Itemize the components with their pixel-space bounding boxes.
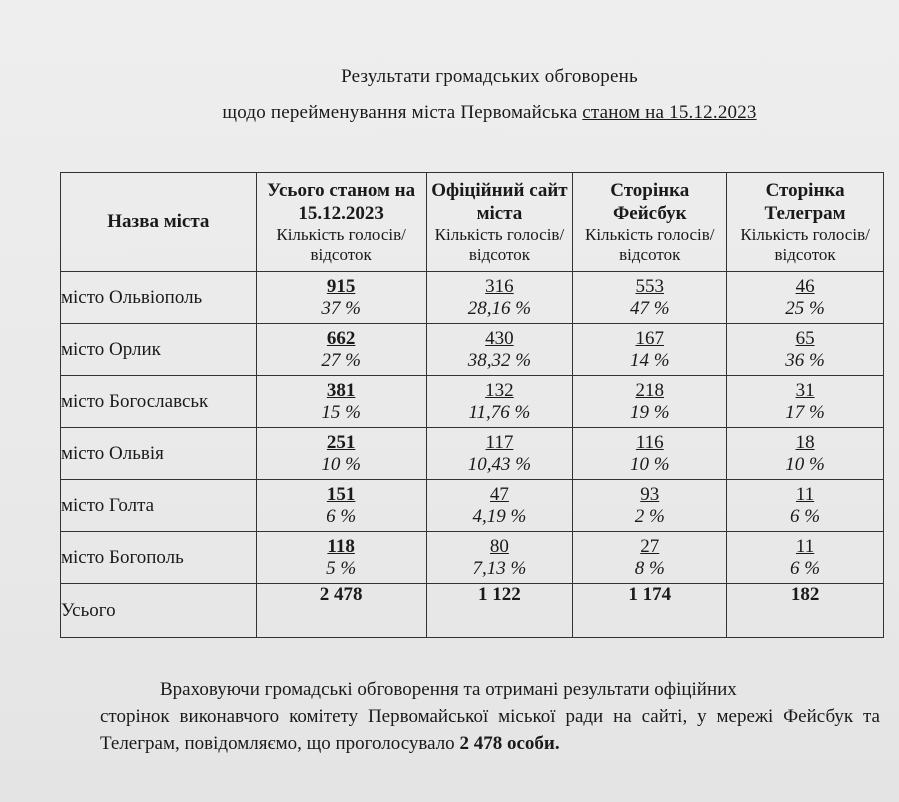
vote-cell <box>426 480 573 532</box>
vote-count: 218 <box>635 379 664 401</box>
vote-count: 662 <box>326 327 356 349</box>
vote-count: 65 <box>795 327 815 349</box>
vote-count: 430 <box>485 327 514 349</box>
paragraph-total: 2 478 особи. <box>459 733 560 754</box>
city-name: місто Богополь <box>61 532 257 584</box>
vote-cell <box>573 532 727 584</box>
vote-percent: 7,13 % <box>472 557 527 579</box>
vote-cell <box>426 532 573 584</box>
document-subtitle <box>40 102 899 124</box>
city-name: місто Богославськ <box>61 376 257 428</box>
vote-percent: 10 % <box>629 453 670 475</box>
vote-percent: 4,19 % <box>472 505 527 527</box>
vote-percent: 10,43 % <box>467 453 532 475</box>
vote-cell <box>727 376 884 428</box>
paragraph-line1: Враховуючи громадські обговорення та отримані результати офіційних <box>160 679 737 700</box>
vote-count: 167 <box>635 327 664 349</box>
header-telegram: Сторінка Телеграм Кількість голосів/відсоток <box>727 173 884 272</box>
vote-percent: 14 % <box>629 349 670 371</box>
vote-cell <box>573 480 727 532</box>
vote-cell <box>727 428 884 480</box>
document-title: Результати громадських обговорень <box>341 66 638 87</box>
vote-count: 915 <box>326 275 356 297</box>
city-name: місто Ольвіополь <box>61 272 257 324</box>
vote-count: 47 <box>489 483 509 505</box>
vote-percent: 2 % <box>634 505 665 527</box>
vote-cell <box>573 272 727 324</box>
vote-cell <box>256 532 426 584</box>
vote-percent: 10 % <box>785 453 825 475</box>
vote-percent: 5 % <box>326 557 357 579</box>
header-total: Усього станом на 15.12.2023 Кількість голосів/відсоток <box>256 173 426 272</box>
vote-percent: 6 % <box>326 505 357 527</box>
vote-cell <box>426 428 573 480</box>
vote-cell <box>426 272 573 324</box>
vote-count: 116 <box>635 431 664 453</box>
vote-percent: 19 % <box>629 401 670 423</box>
vote-count: 31 <box>795 379 815 401</box>
table-row <box>61 376 884 428</box>
vote-cell <box>256 324 426 376</box>
vote-percent: 15 % <box>321 401 361 423</box>
vote-cell <box>727 324 884 376</box>
total-all: 2 478 <box>256 584 426 638</box>
header-site: Офіційний сайт міста Кількість голосів/відсоток <box>426 173 573 272</box>
vote-percent: 6 % <box>790 505 821 527</box>
total-label: Усього <box>61 584 257 638</box>
vote-percent: 37 % <box>321 297 361 319</box>
subtitle-text: щодо перейменування міста Первомайська <box>222 102 583 123</box>
vote-count: 118 <box>327 535 355 557</box>
table-row <box>61 532 884 584</box>
vote-cell <box>256 480 426 532</box>
header-city: Назва міста <box>61 173 257 272</box>
vote-percent: 36 % <box>785 349 825 371</box>
vote-percent: 25 % <box>785 297 825 319</box>
vote-cell <box>256 376 426 428</box>
total-telegram: 182 <box>727 584 884 638</box>
conclusion-paragraph <box>100 676 880 757</box>
subtitle-date: станом на 15.12.2023 <box>582 102 757 123</box>
vote-percent: 10 % <box>321 453 361 475</box>
vote-count: 117 <box>485 431 514 453</box>
vote-percent: 27 % <box>321 349 361 371</box>
total-row <box>61 584 884 638</box>
vote-count: 151 <box>326 483 356 505</box>
vote-cell <box>727 272 884 324</box>
table-row <box>61 272 884 324</box>
vote-cell <box>573 376 727 428</box>
vote-cell <box>727 532 884 584</box>
vote-cell <box>256 272 426 324</box>
vote-count: 132 <box>485 379 514 401</box>
results-table <box>60 172 884 638</box>
city-name: місто Орлик <box>61 324 257 376</box>
city-name: місто Голта <box>61 480 257 532</box>
vote-cell <box>573 324 727 376</box>
header-facebook: Сторінка Фейсбук Кількість голосів/відсоток <box>573 173 727 272</box>
vote-percent: 47 % <box>629 297 670 319</box>
vote-count: 553 <box>635 275 664 297</box>
vote-cell <box>256 428 426 480</box>
vote-cell <box>573 428 727 480</box>
vote-cell <box>426 376 573 428</box>
vote-count: 93 <box>640 483 660 505</box>
vote-percent: 11,76 % <box>468 401 531 423</box>
vote-percent: 6 % <box>790 557 821 579</box>
vote-count: 11 <box>795 483 815 505</box>
vote-cell <box>727 480 884 532</box>
table-row <box>61 324 884 376</box>
vote-count: 11 <box>795 535 815 557</box>
vote-count: 18 <box>795 431 815 453</box>
vote-count: 316 <box>485 275 514 297</box>
vote-cell <box>426 324 573 376</box>
total-facebook: 1 174 <box>573 584 727 638</box>
vote-percent: 17 % <box>785 401 825 423</box>
city-name: місто Ольвія <box>61 428 257 480</box>
vote-count: 80 <box>489 535 509 557</box>
total-site: 1 122 <box>426 584 573 638</box>
vote-count: 27 <box>640 535 660 557</box>
vote-count: 251 <box>326 431 356 453</box>
vote-count: 46 <box>795 275 815 297</box>
paragraph-body: сторінок виконавчого комітету Первомайської міської ради на сайті, у мережі Фейсбук та Телеграм, повідомляємо, що проголосувало <box>100 706 880 754</box>
table-row <box>61 428 884 480</box>
vote-percent: 28,16 % <box>467 297 532 319</box>
vote-percent: 8 % <box>634 557 665 579</box>
table-header-row <box>61 173 884 272</box>
table-row <box>61 480 884 532</box>
vote-percent: 38,32 % <box>467 349 532 371</box>
vote-count: 381 <box>326 379 356 401</box>
